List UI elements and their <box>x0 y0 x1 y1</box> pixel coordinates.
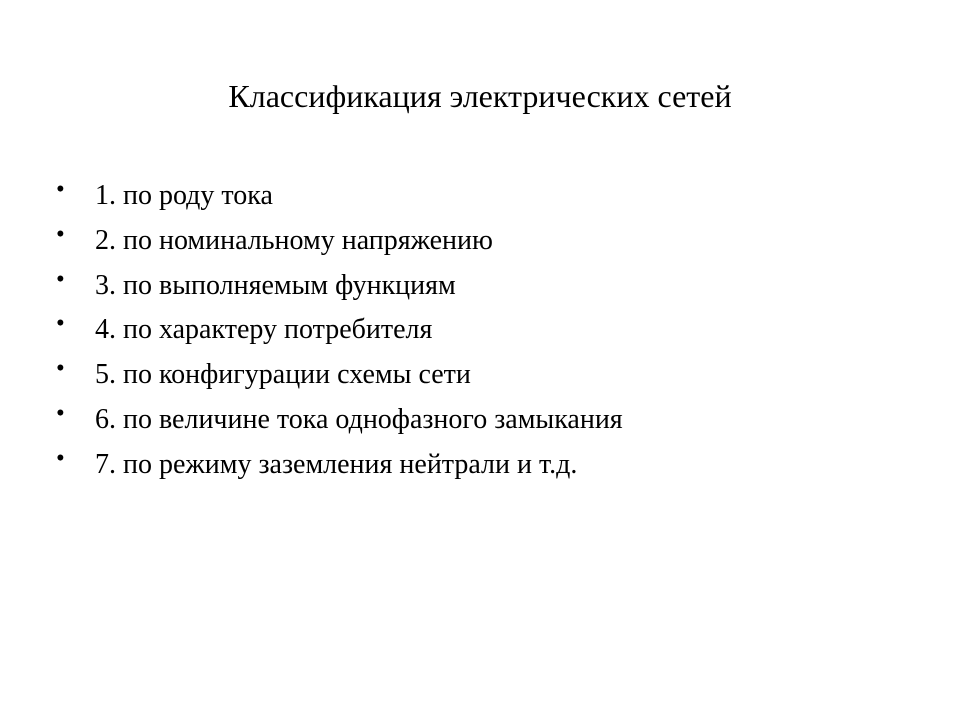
slide-title: Классификация электрических сетей <box>228 78 732 114</box>
list-item <box>56 355 916 400</box>
list-item <box>56 266 916 311</box>
list-item-text: 7. по режиму заземления нейтрали и т.д. <box>95 448 578 480</box>
bullet-icon: • <box>56 399 65 427</box>
list-item-text: 5. по конфигурации схемы сети <box>95 359 471 391</box>
bullet-icon: • <box>56 265 65 293</box>
list-item <box>56 221 916 266</box>
list-item <box>56 400 916 445</box>
list-item <box>56 176 916 221</box>
list-item <box>56 310 916 355</box>
bullet-list <box>56 176 916 490</box>
list-item-text: 6. по величине тока однофазного замыкания <box>95 403 623 435</box>
bullet-icon: • <box>56 176 65 203</box>
list-item-text: 4. по характеру потребителя <box>95 314 433 346</box>
bullet-icon: • <box>56 310 65 338</box>
list-item-text: 2. по номинальному напряжению <box>95 224 493 256</box>
bullet-icon: • <box>56 444 65 472</box>
bullet-icon: • <box>56 220 65 248</box>
list-item-text: 1. по роду тока <box>95 180 273 211</box>
list-item <box>56 445 916 490</box>
list-item-text: 3. по выполняемым функциям <box>95 269 456 301</box>
bullet-icon: • <box>56 355 65 383</box>
